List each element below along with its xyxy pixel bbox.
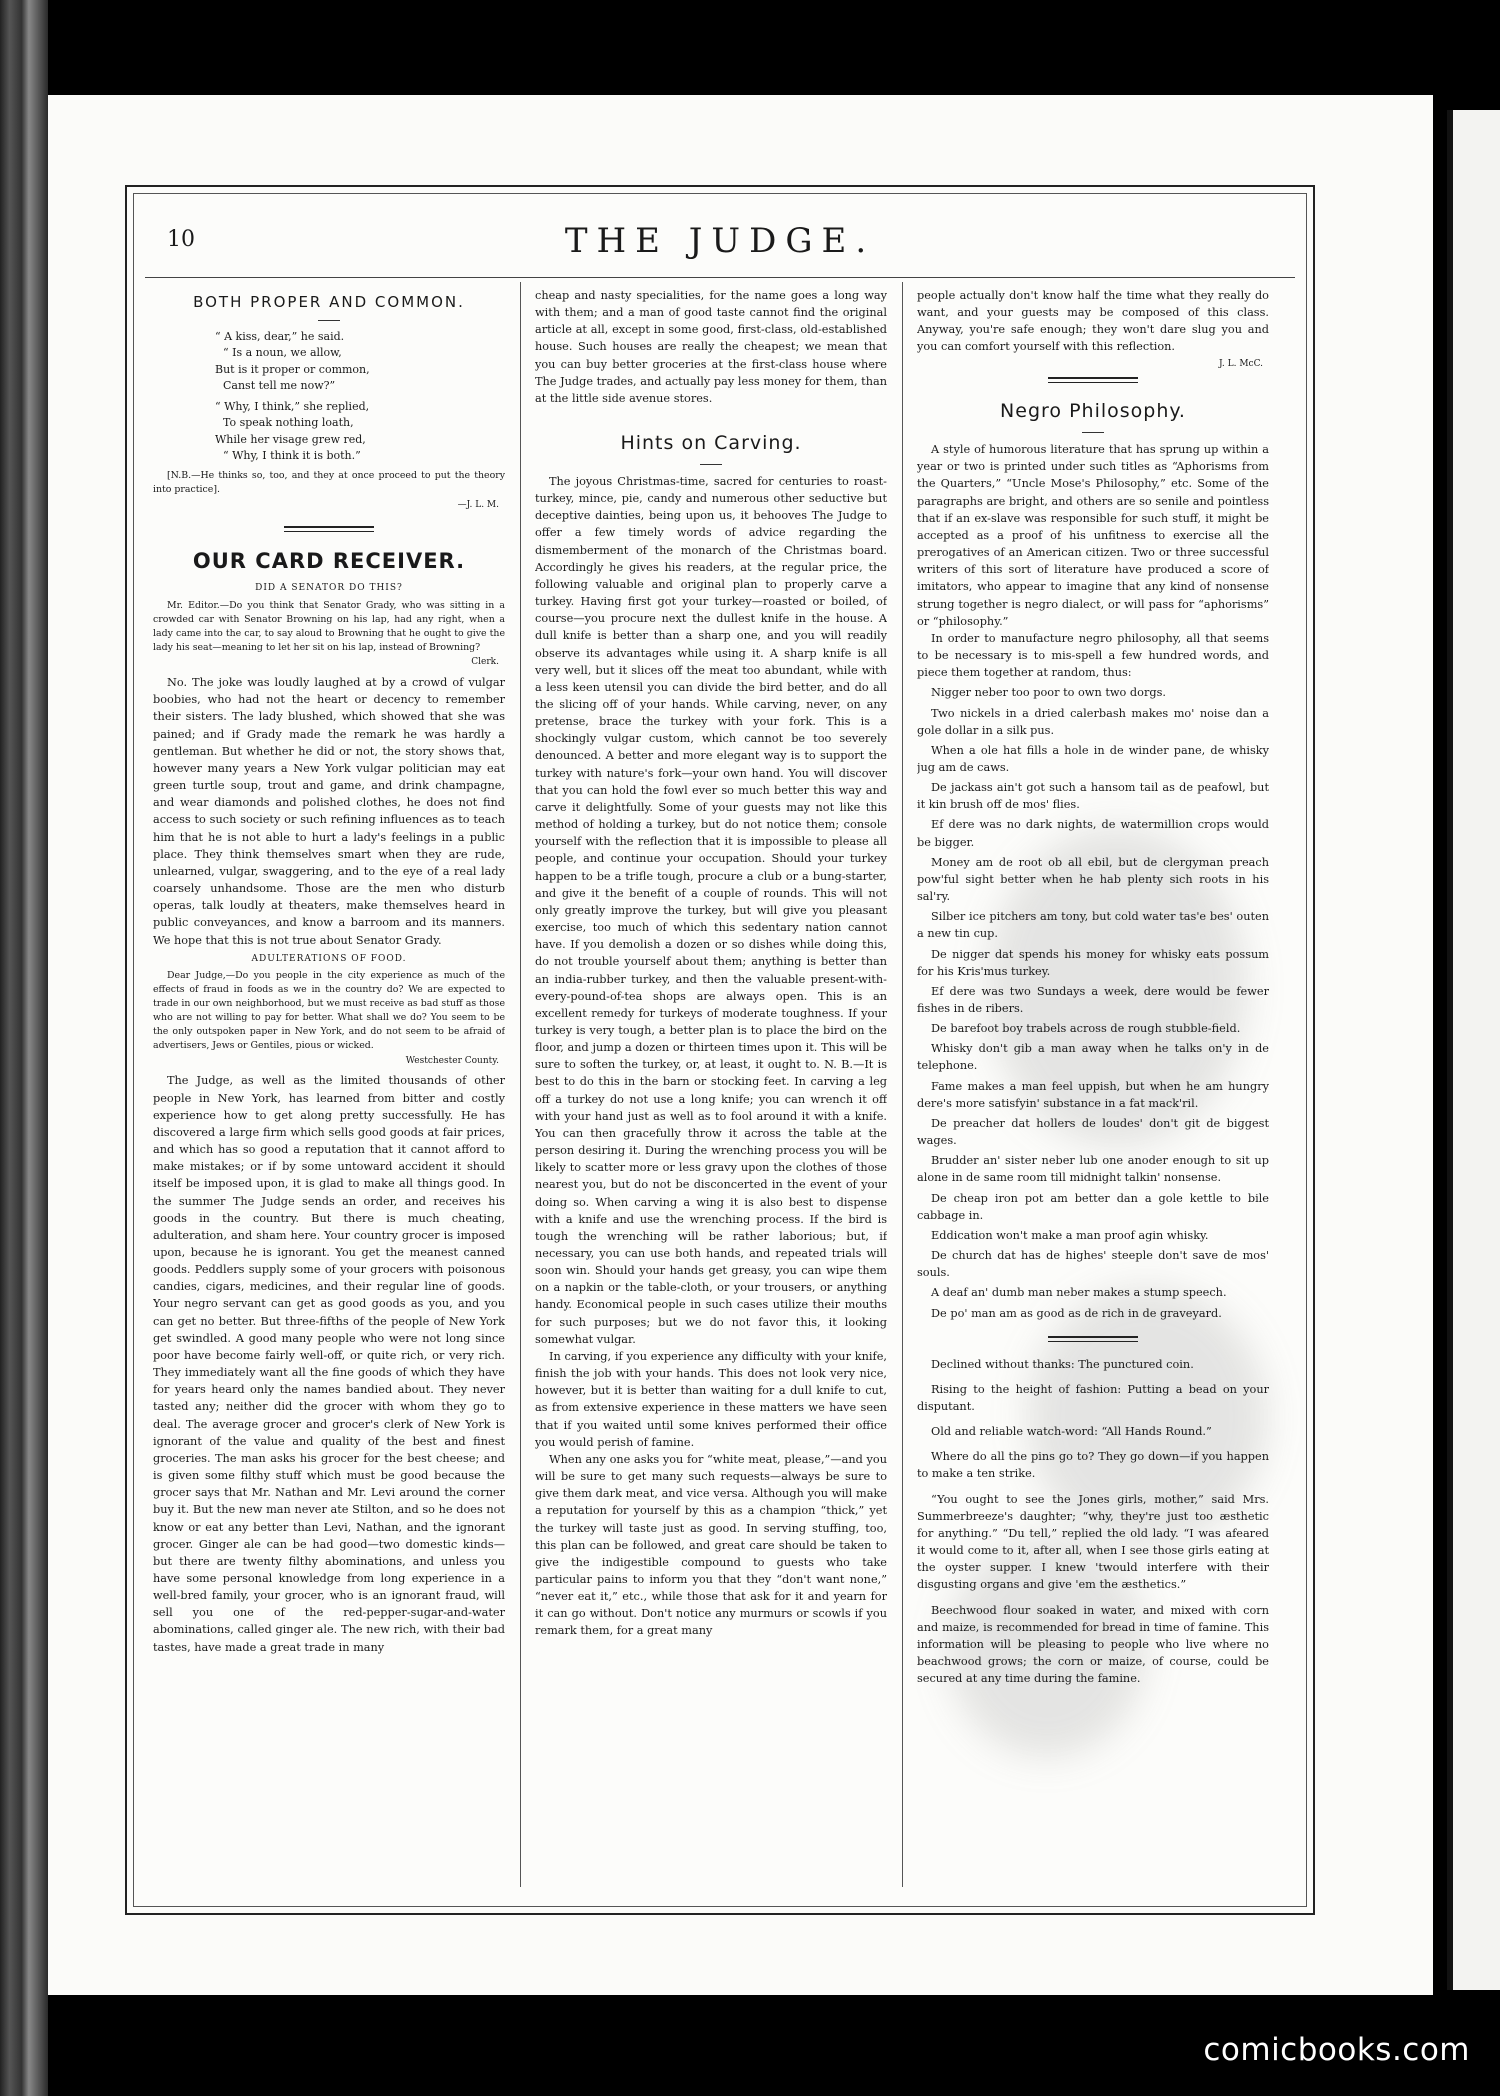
verse-stanza-2: [153, 399, 505, 465]
verse-line: “ Why, I think it is both.”: [223, 449, 361, 463]
reply-senator: No. The joke was loudly laughed at by a crowd of vulgar boobies, who had not the heart or decency to remember their sisters. The lady blushed, which showed that she was pained; and if Grady made the remark he was hardly a gentleman. But whether he did or not, the story shows that, however many years a New York vulgar politician may eat green turtle soup, trout and game, and drink champagne, and wear diamonds and polished clothes, he does not find access to such society or such refining influences as to teach him that he is not able to hurt a lady's feelings in a public place. They think themselves smart when they are rude, unlearned, vulgar, swaggering, and to the eye of a real lady coarsely unhandsome. Those are the men who disturb operas, talk loudly at theaters, make themselves heard in public conveyances, and know a barroom and its manners. We hope that this is not true about Senator Grady.: [153, 676, 505, 947]
title-dash: [318, 320, 340, 321]
philosophy-paragraph-1: A style of humorous literature that has sprung up within a year or two is printed under such titles as “Aphorisms from the Quarters,” “Uncle Mose's Philosophy,” etc. Some of the paragraphs are bright, and others are so senile and pointless that if an ex-slave was responsible for such stuff, it might be accepted as a proof of his unfitness to exercise all the prerogatives of an American citizen. Two or three successful writers of this sort of literature have produced a score of imitators, who appear to imagine that any kind of nonsense strung together is negro dialect, or will pass for “aphorisms” or “philosophy.”: [917, 443, 1269, 628]
saying-item: De po' man am as good as de rich in de graveyard.: [931, 1306, 1222, 1320]
article-title-card-receiver: OUR CARD RECEIVER.: [192, 549, 466, 574]
saying-item: Money am de root ob all ebil, but de clergyman preach pow'ful sight better when he hab plenty sich roots in his sal'ry.: [917, 855, 1269, 904]
book-binding: [0, 0, 48, 2096]
page-number: 10: [167, 227, 195, 252]
column-2: [535, 287, 887, 1887]
page-frame: [125, 185, 1315, 1915]
verse-line: “ Why, I think,” she replied,: [215, 399, 370, 413]
saying-item: Nigger neber too poor to own two dorgs.: [931, 686, 1166, 700]
masthead: THE JUDGE.: [564, 221, 876, 261]
saying-item: De cheap iron pot am better dan a gole kettle to bile cabbage in.: [917, 1191, 1269, 1222]
letter-heading-senator: DID A SENATOR DO THIS?: [255, 583, 403, 594]
carving-paragraph-3: When any one asks you for “white meat, please,”—and you will be sure to get many such requests—always be sure to give them dark meat, and vice versa. Although you will make a reputation for yourself by this as a champion “thick,” yet the turkey will taste just as good. In serving stuffing, too, this plan can be followed, and great care should be taken to give the indigestible compound to guests who take particular pains to inform you that they “don't want none,” “never eat it,” etc., while those that ask for it and yearn for it can go without. Don't notice any murmurs or scowls if you remark them, for a great many: [535, 1452, 887, 1638]
philosophy-paragraph-2: In order to manufacture negro philosophy, all that seems to be necessary is to mis-spell a few hundred words, and piece them together at random, thus:: [917, 631, 1269, 680]
letter-adulterations: Dear Judge,—Do you people in the city experience as much of the effects of fraud in foods as we in the country do? We are expected to trade in our own neighborhood, but we must receive as bad stuff as those who are not willing to pay for better. What shall we do? You seem to be the only outspoken paper in New York, and do not seem to be afraid of advertisers, Jews or Gentiles, pious or wicked.: [153, 970, 505, 1051]
saying-item: De jackass ain't got such a hansom tail as de peafowl, but it kin brush off de mos' flies.: [917, 781, 1269, 812]
title-dash: [1082, 432, 1104, 433]
sayings-list: [917, 684, 1269, 1321]
misc-item-declined: Declined without thanks: The punctured coin.: [931, 1357, 1194, 1371]
verse-stanza-1: [153, 329, 505, 395]
continued-text: people actually don't know half the time what they really do want, and your guests may be composed of this class. Anyway, you're safe enough; they won't dare slug you and you can comfort yourself with this reflection.: [917, 289, 1269, 354]
masthead-rule: [145, 277, 1295, 278]
verse-signature: —J. L. M.: [457, 499, 499, 510]
saying-item: Fame makes a man feel uppish, but when he am hungry dere's more satisfyin' substance in a fat mack'ril.: [917, 1079, 1269, 1110]
column-rule-1: [520, 282, 521, 1887]
facing-page-edge: [1447, 110, 1500, 1990]
section-rule: [284, 526, 374, 532]
saying-item: Silber ice pitchers am tony, but cold water tas'e bes' outen a new tin cup.: [917, 910, 1269, 941]
title-dash: [700, 464, 722, 465]
column-rule-2: [902, 282, 903, 1887]
misc-item-pins: Where do all the pins go to? They go down—if you happen to make a ten strike.: [917, 1450, 1269, 1481]
verse-line: To speak nothing loath,: [223, 416, 354, 430]
section-rule: [1048, 377, 1138, 383]
carving-signature: J. L. McC.: [1218, 358, 1263, 369]
letter-signature-westchester: Westchester County.: [405, 1055, 499, 1066]
site-watermark: comicbooks.com: [1203, 2032, 1470, 2068]
saying-item: When a ole hat fills a hole in de winder pane, de whisky jug am de caws.: [917, 743, 1269, 774]
verse-line: While her visage grew red,: [215, 432, 366, 446]
reply-adulterations: The Judge, as well as the limited thousands of other people in New York, has learned from bitter and costly experience how to get along pretty successfully. He has discovered a large firm which sells good goods at fair prices, and which has so good a reputation that it cannot afford to make mistakes; or if by some untoward accident it should itself be imposed upon, it is glad to make all things good. In the summer The Judge sends an order, and receives his goods in the country. But there is much cheating, adulteration, and sham here. Your country grocer is imposed upon, because he is ignorant. You get the meanest canned goods. Peddlers supply some of your grocers with poisonous candies, cigars, medicines, and their regular line of goods. Your negro servant can get as good goods as you, and you can get no better. But three-fifths of the people of New York get swindled. A good many people who were not long since poor have become fairly well-off, or quite rich, or very rich. They immediately want all the fine goods of which they have for years heard only the names bandied about. They never tasted any; neither did the grocer with whom they go to deal. The average grocer and grocer's clerk of New York is ignorant of the value and quality of the best and finest groceries. The man asks his grocer for the best cheese; and is given some filthy stuff which must be good because the grocer says that Mr. Nathan and Mr. Levi around the corner buy it. But the new man never ate Stilton, and so he does not know or eat any better than Levi, Nathan, and the ignorant grocer. Ginger ale can be had good—two domestic kinds—but there are twenty filthy abominations, and unless you have some personal knowledge from long experience in a well-bred family, your grocer, who is an ignorant fraud, will sell you one of the red-pepper-sugar-and-water abominations, called ginger ale. The new rich, with their bad tastes, have made a great trade in many: [153, 1074, 505, 1654]
saying-item: Ef dere was no dark nights, de watermillion crops would be bigger.: [917, 818, 1269, 849]
misc-item-rising: Rising to the height of fashion: Putting a bead on your disputant.: [917, 1382, 1269, 1413]
saying-item: A deaf an' dumb man neber makes a stump speech.: [931, 1286, 1227, 1300]
saying-item: Brudder an' sister neber lub one anoder enough to sit up alone in de same room till midnight talkin' nonsense.: [917, 1154, 1269, 1185]
article-title-negro-philosophy: Negro Philosophy.: [1000, 400, 1186, 423]
saying-item: De nigger dat spends his money for whisky eats possum for his Kris'mus turkey.: [917, 947, 1269, 978]
letter-senator: Mr. Editor.—Do you think that Senator Grady, who was sitting in a crowded car with Senator Browning on his lap, had any right, when a lady came into the car, to say aloud to Browning that he ought to give the lady his seat—meaning to let her sit on his lap, instead of Browning?: [153, 599, 505, 653]
misc-item-jones-girls: “You ought to see the Jones girls, mother,” said Mrs. Summerbreeze's daughter; “why, they're just too æsthetic for anything.” “Du tell,” replied the old lady. “I was afeared it would come to it, after all, when I see those girls eating at the oyster supper. I knew 'twould interfere with their disgusting organs and give 'em the æsthetics.”: [917, 1492, 1269, 1592]
saying-item: De church dat has de highes' steeple don't save de mos' souls.: [917, 1249, 1269, 1280]
verse-line: But is it proper or common,: [215, 362, 370, 376]
saying-item: Ef dere was two Sundays a week, dere would be fewer fishes in de ribers.: [917, 984, 1269, 1016]
misc-item-beechwood: Beechwood flour soaked in water, and mixed with corn and maize, is recommended for bread in time of famine. This information will be pleasing to people who live where no beachwood grows; the corn or maize, of course, could be secured at any time during the famine.: [917, 1603, 1269, 1686]
carving-paragraph-2: In carving, if you experience any difficulty with your knife, finish the job with your hands. This does not look very nice, however, but it is better than waiting for a dull knife to cut, as from extensive experience in these matters we have seen that if you waited until some knives performed their office you would perish of famine.: [535, 1349, 887, 1449]
section-rule: [1048, 1336, 1138, 1342]
saying-item: De barefoot boy trabels across de rough stubble-field.: [931, 1022, 1241, 1036]
verse-line: “ A kiss, dear,” he said.: [215, 329, 345, 343]
verse-line: Canst tell me now?”: [223, 379, 336, 393]
column-1: [153, 287, 505, 1887]
article-title-hints-on-carving: Hints on Carving.: [620, 432, 802, 455]
saying-item: Two nickels in a dried calerbash makes mo' noise dan a gole dollar in a silk pus.: [917, 706, 1269, 737]
article-title-both-proper: BOTH PROPER AND COMMON.: [193, 293, 465, 311]
verse-note: [N.B.—He thinks so, too, and they at once proceed to put the theory into practice].: [153, 469, 505, 495]
column-3: [917, 287, 1269, 1887]
letter-signature-clerk: Clerk.: [471, 657, 499, 668]
continued-text: cheap and nasty specialities, for the name goes a long way with them; and a man of good taste cannot find the original article at all, except in some good, first-class, old-established house. Such houses are really the cheapest; we mean that you can buy better groceries at the first-class house where The Judge trades, and actually pay less money for them, than at the little side avenue stores.: [535, 289, 887, 405]
letter-heading-adulterations: ADULTERATIONS OF FOOD.: [251, 953, 407, 964]
saying-item: Whisky don't gib a man away when he talks on'y in de telephone.: [917, 1042, 1269, 1073]
misc-item-watchword: Old and reliable watch-word: “All Hands Round.”: [931, 1425, 1212, 1439]
saying-item: De preacher dat hollers de loudes' don't git de biggest wages.: [917, 1116, 1269, 1148]
verse-line: “ Is a noun, we allow,: [223, 346, 342, 360]
saying-item: Eddication won't make a man proof agin whisky.: [931, 1228, 1209, 1242]
carving-paragraph-1: The joyous Christmas-time, sacred for centuries to roast-turkey, mince, pie, candy and numerous other seductive but deceptive dainties, being upon us, it behooves The Judge to offer a few timely words of advice regarding the dismemberment of the monarch of the Christmas board. Accordingly he gives his readers, at the regular price, the following valuable and original plan to properly carve a turkey. Having first got your turkey—roasted or boiled, of course—you procure next the dullest knife in the house. A dull knife is better than a sharp one, and you will readily observe its advantages while using it. A sharp knife is all very well, but it slices off the meat too abundant, while with a less keen utensil you can divide the bird better, and do all the slicing off of your hands. While carving, never, on any pretense, brace the turkey with your fork. This is a shockingly vulgar custom, which cannot be too severely denounced. A better and more elegant way is to support the turkey with nature's fork—your own hand. You will discover that you can hold the fowl ever so much better this way and carve it delightfully. Some of your guests may not like this method of holding a turkey, but do not notice them; console yourself with the reflection that it is impossible to please all people, and continue your occupation. Should your turkey happen to be a trifle tough, procure a club or a bung-starter, and give it the benefit of a couple of rounds. This will not only greatly improve the turkey, but will give you pleasant exercise, too much of which this sedentary nation cannot have. If you demolish a dozen or so dishes while doing this, do not trouble yourself about them; anything is better than an india-rubber turkey, and then the valuable present-with-every-pound-of-tea shops are always open. This is an excellent remedy for turkeys of moderate toughness. If your turkey is very tough, a better plan is to place the bird on the floor, and jump a dozen or thirteen times upon it. This will be sure to soften the turkey, or, at least, it ought to. N. B.—It is best to do this in the barn or stocking feet. In carving a leg off a turkey do not use a long knife; you can wrench it off with your hand just as well as to fool around it with a knife. You can then gracefully throw it across the table at the person desiring it. During the wrenching process you will be likely to scatter more or less gravy upon the clothes of those nearest you, but do not be disconcerted in the event of your doing so. When carving a wing it is also best to dispense with a knife and use the wrenching process. If the bird is tough the wrenching will be rather laborious; but, if necessary, you can use both hands, and repeated trials will soon win. Should your hands get greasy, you can wipe them on a napkin or the table-cloth, or your trousers, or anything handy. Economical people in such cases utilize their mouths for such purposes; but we do not favor this, it looking somewhat vulgar.: [535, 474, 887, 1346]
